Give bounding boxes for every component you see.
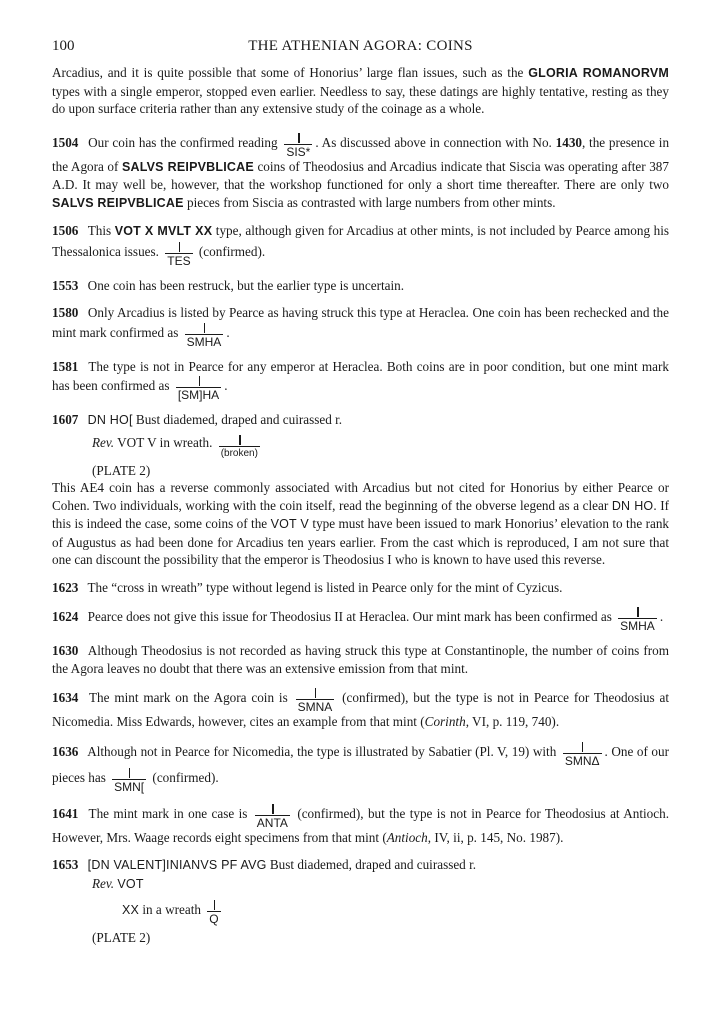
entry-number: 1630 bbox=[52, 643, 79, 658]
entry-number: 1553 bbox=[52, 277, 79, 293]
mint-mark: SMHA bbox=[185, 322, 224, 348]
mint-mark: (broken) bbox=[219, 434, 260, 460]
entry-1624: 1624 Pearce does not give this issue for Theodosius II at Heraclea. Our mint mark has been confirmed as SMHA . bbox=[52, 606, 669, 632]
reverse-legend: VOT bbox=[117, 876, 144, 891]
entry-number: 1653 bbox=[52, 857, 79, 872]
entry-number: 1641 bbox=[52, 805, 79, 821]
entry-number: 1581 bbox=[52, 358, 79, 374]
entry-1607: 1607 DN HO[ Bust diademed, draped and cuirassed r. Rev. VOT V in wreath. (broken) (PLATE 2) This AE4 coin has a reverse commonly associated with Arcadius but not cited for Honorius by either Pearce or Cohen. Two individuals, working with the coin itself, read the beginning of the obverse legend as a clear DN HO. If this is indeed the case, some coins of the VOT V type must have been issued to mark Honorius’ elevation to the rank of Augustus as had been done for Arcadius ten years earlier. From the cast which is reproduced, I am not sure that one can discount the possibility that the emperor is Theodosius I who is known to have used this reverse. bbox=[52, 412, 670, 567]
entry-number: 1580 bbox=[52, 305, 79, 320]
running-title: THE ATHENIAN AGORA: COINS bbox=[248, 38, 473, 54]
mint-mark: SMNΔ bbox=[563, 741, 602, 767]
legend-text: SALVS REIPVBLICAE bbox=[52, 195, 184, 210]
commentary-paragraph: This AE4 coin has a reverse commonly associated with Arcadius but not cited for Honorius by either Pearce or Cohen. Two individuals, working with the coin itself, read the beginning of the obverse legend as a clear DN HO. If this is indeed the case, some coins of the VOT V type must have been issued to mark Honorius’ elevation to the rank of Augustus as had been done for Arcadius ten years earlier. From the cast which is reproduced, I am not sure that one can discount the possibility that the emperor is Theodosius I who is known to have used this reverse. bbox=[52, 480, 670, 567]
entry-1630: 1630 Although Theodosius is not recorded as having struck this type at Constantinople, the number of coins from the Agora leaves no doubt that there was an extensive emission from that mint. bbox=[52, 643, 669, 676]
wreath-legend: XX bbox=[122, 903, 140, 917]
entry-number: 1506 bbox=[52, 223, 79, 238]
legend-text: GLORIA ROMANORVM bbox=[528, 66, 669, 80]
entry-1506: 1506 This VOT X MVLT XX type, although given for Arcadius at other mints, is not included by Pearce among his Thessalonica issues. TES (confirmed). bbox=[52, 223, 669, 268]
mint-mark: SIS* bbox=[284, 132, 312, 158]
reverse-label: Rev. bbox=[92, 875, 115, 891]
citation: Corinth bbox=[424, 714, 466, 729]
mint-mark: Q bbox=[207, 899, 220, 925]
cross-reference: 1430 bbox=[555, 134, 582, 150]
entry-1634: 1634 The mint mark on the Agora coin is SMNA (confirmed), but the type is not in Pearce for Theodosius at Nicomedia. Miss Edwards, however, cites an example from that mint (Corinth, VI, p. 119, 740). bbox=[52, 687, 669, 731]
obverse-legend: [DN VALENT]INIANVS PF AVG bbox=[87, 858, 267, 872]
entry-1553: 1553 One coin has been restruck, but the earlier type is uncertain. bbox=[52, 277, 405, 293]
entry-1653: 1653 [DN VALENT]INIANVS PF AVG Bust diademed, draped and cuirassed r. Rev. VOT XX in a wreath Q (PLATE 2) bbox=[52, 857, 477, 945]
entry-number: 1607 bbox=[52, 412, 79, 427]
entry-1623: 1623 The “cross in wreath” type without legend is listed in Pearce only for the mint of Cyzicus. bbox=[52, 579, 563, 595]
entry-1641: 1641 The mint mark in one case is ANTA (confirmed), but the type is not in Pearce for Theodosius at Antioch. However, Mrs. Waage records eight specimens from that mint (Antioch, IV, ii, p. 145, No. 1987). bbox=[52, 803, 669, 847]
mint-mark: SMNA bbox=[296, 687, 335, 713]
plate-reference: (PLATE 2) bbox=[92, 930, 151, 945]
entry-1580: 1580 Only Arcadius is listed by Pearce as having struck this type at Heraclea. One coin has been rechecked and the mint mark confirmed as SMHA . bbox=[52, 305, 670, 349]
mint-mark: SMHA bbox=[618, 606, 657, 632]
page-number: 100 bbox=[52, 38, 75, 54]
entry-1636: 1636 Although not in Pearce for Nicomedia, the type is illustrated by Sabatier (Pl. V, 19) with SMNΔ . One of our pieces has SMN[ (confirmed). bbox=[52, 741, 669, 793]
entry-number: 1634 bbox=[52, 690, 79, 705]
entry-number: 1636 bbox=[52, 743, 79, 759]
citation: Antioch bbox=[386, 829, 428, 845]
entry-number: 1624 bbox=[52, 609, 79, 624]
page-header bbox=[52, 38, 669, 64]
mint-mark: SMN[ bbox=[112, 767, 146, 793]
reverse-label: Rev. bbox=[92, 434, 115, 450]
entry-number: 1623 bbox=[52, 579, 79, 595]
entry-number: 1504 bbox=[52, 134, 79, 150]
document-page bbox=[52, 38, 669, 947]
entry-1581: 1581 The type is not in Pearce for any emperor at Heraclea. Both coins are in poor condition, but one mint mark has been confirmed as [SM]HA . bbox=[52, 358, 669, 402]
intro-paragraph: Arcadius, and it is quite possible that some of Honorius’ large flan issues, such as the GLORIA ROMANORVM types with a single emperor, stopped even earlier. Needless to say, these datings are highly tentative, resting as they do upon surface criteria rather than any extensive study of the coinage as a whole. bbox=[52, 65, 669, 116]
mint-mark: [SM]HA bbox=[176, 375, 221, 401]
mint-mark: TES bbox=[165, 241, 192, 267]
plate-reference: (PLATE 2) bbox=[92, 462, 151, 478]
legend-text: SALVS REIPVBLICAE bbox=[121, 159, 254, 174]
legend-text: VOT X MVLT XX bbox=[114, 224, 213, 238]
entry-1504: 1504 Our coin has the confirmed reading SIS* . As discussed above in connection with No. 1430, the presence in the Agora of SALVS REIPVBLICAE coins of Theodosius and Arcadius indicate that Siscia was operating after 387 A.D. It may well be, however, that the workshop functioned for only a short time thereafter. There are only two SALVS REIPVBLICAE pieces from Siscia as contrasted with large numbers from other mints. bbox=[52, 132, 669, 213]
obverse-legend: DN HO[ bbox=[87, 413, 133, 427]
mint-mark: ANTA bbox=[255, 803, 290, 829]
